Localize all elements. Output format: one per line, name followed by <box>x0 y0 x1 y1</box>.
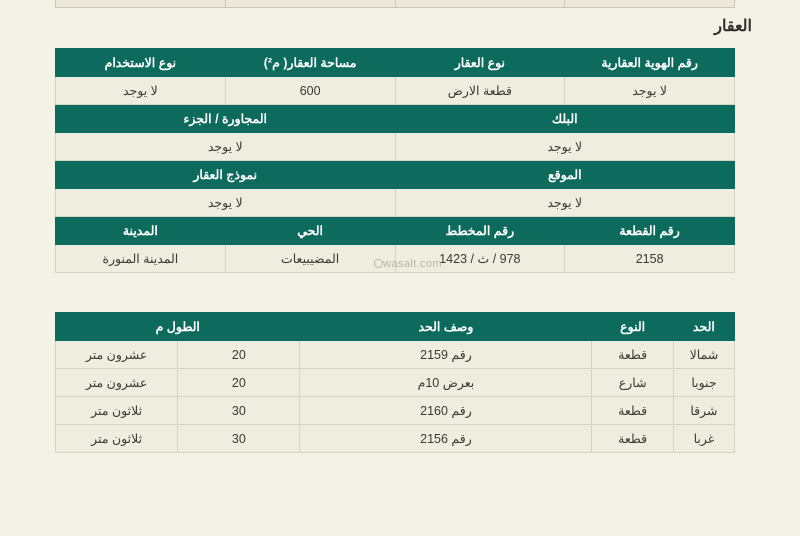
cell-boundary-description: رقم 2159 <box>300 341 592 369</box>
table-row <box>56 189 735 217</box>
column-header-location: الموقع <box>395 161 735 189</box>
cell-boundary-length-number: 30 <box>178 397 300 425</box>
column-header-boundary-type: النوع <box>592 313 673 341</box>
table-header-row <box>56 313 735 341</box>
cell-property-id: لا يوجد <box>565 77 735 105</box>
column-header-property-type: نوع العقار <box>395 49 565 77</box>
cell-location: لا يوجد <box>395 189 735 217</box>
cell-boundary-side: شرقا <box>673 397 734 425</box>
table-row <box>56 245 735 273</box>
column-header-boundary-side: الحد <box>673 313 734 341</box>
column-header-property-id: رقم الهوية العقارية <box>565 49 735 77</box>
cell-neighborhood-part: لا يوجد <box>56 133 396 161</box>
column-header-boundary-description: وصف الحد <box>300 313 592 341</box>
page-title: العقار <box>714 18 752 35</box>
cell-usage-type: لا يوجد <box>56 77 226 105</box>
table-header-row <box>56 217 735 245</box>
partial-cell <box>395 0 565 7</box>
cell-boundary-side: غربا <box>673 425 734 453</box>
cell-boundary-description: رقم 2160 <box>300 397 592 425</box>
watermark-text: wasalt.com <box>382 258 442 270</box>
column-header-property-model: نموذج العقار <box>56 161 396 189</box>
cell-district: المضيبيعات <box>225 245 395 273</box>
cell-property-area: 600 <box>225 77 395 105</box>
column-header-neighborhood-part: المجاورة / الجزء <box>56 105 396 133</box>
cell-boundary-description: بعرض 10م <box>300 369 592 397</box>
partial-cell <box>225 0 395 7</box>
table-row <box>56 397 735 425</box>
partial-table-row-top <box>55 0 735 8</box>
cell-boundary-length-text: عشرون متر <box>56 341 178 369</box>
column-header-usage-type: نوع الاستخدام <box>56 49 226 77</box>
cell-boundary-length-number: 20 <box>178 341 300 369</box>
column-header-property-area: مساحة العقار( م²) <box>225 49 395 77</box>
partial-cell <box>564 0 734 7</box>
column-header-block: البلك <box>395 105 735 133</box>
table-row <box>56 369 735 397</box>
cell-boundary-length-text: عشرون متر <box>56 369 178 397</box>
table-header-row <box>56 161 735 189</box>
cell-parcel-number: 2158 <box>565 245 735 273</box>
table-row <box>56 133 735 161</box>
cell-boundary-type: قطعة <box>592 341 673 369</box>
table-row <box>56 341 735 369</box>
cell-property-model: لا يوجد <box>56 189 396 217</box>
cell-boundary-side: جنوبا <box>673 369 734 397</box>
column-header-parcel-number: رقم القطعة <box>565 217 735 245</box>
table-row <box>56 77 735 105</box>
column-header-district: الحي <box>225 217 395 245</box>
partial-cell <box>56 0 225 7</box>
cell-boundary-description: رقم 2156 <box>300 425 592 453</box>
table-row <box>56 425 735 453</box>
column-header-plan-number: رقم المخطط <box>395 217 565 245</box>
cell-property-type: قطعة الارض <box>395 77 565 105</box>
cell-boundary-length-number: 30 <box>178 425 300 453</box>
column-header-city: المدينة <box>56 217 226 245</box>
cell-plan-number: 978 / ث / 1423 <box>395 245 565 273</box>
cell-boundary-type: قطعة <box>592 397 673 425</box>
boundaries-table <box>55 312 735 453</box>
cell-city: المدينة المنورة <box>56 245 226 273</box>
column-header-boundary-length: الطول م <box>56 313 300 341</box>
table-header-row <box>56 105 735 133</box>
cell-boundary-length-number: 20 <box>178 369 300 397</box>
table-header-row <box>56 49 735 77</box>
cell-boundary-length-text: ثلاثون متر <box>56 397 178 425</box>
cell-boundary-side: شمالا <box>673 341 734 369</box>
cell-boundary-length-text: ثلاثون متر <box>56 425 178 453</box>
property-details-table <box>55 48 735 273</box>
cell-block: لا يوجد <box>395 133 735 161</box>
cell-boundary-type: شارع <box>592 369 673 397</box>
cell-boundary-type: قطعة <box>592 425 673 453</box>
